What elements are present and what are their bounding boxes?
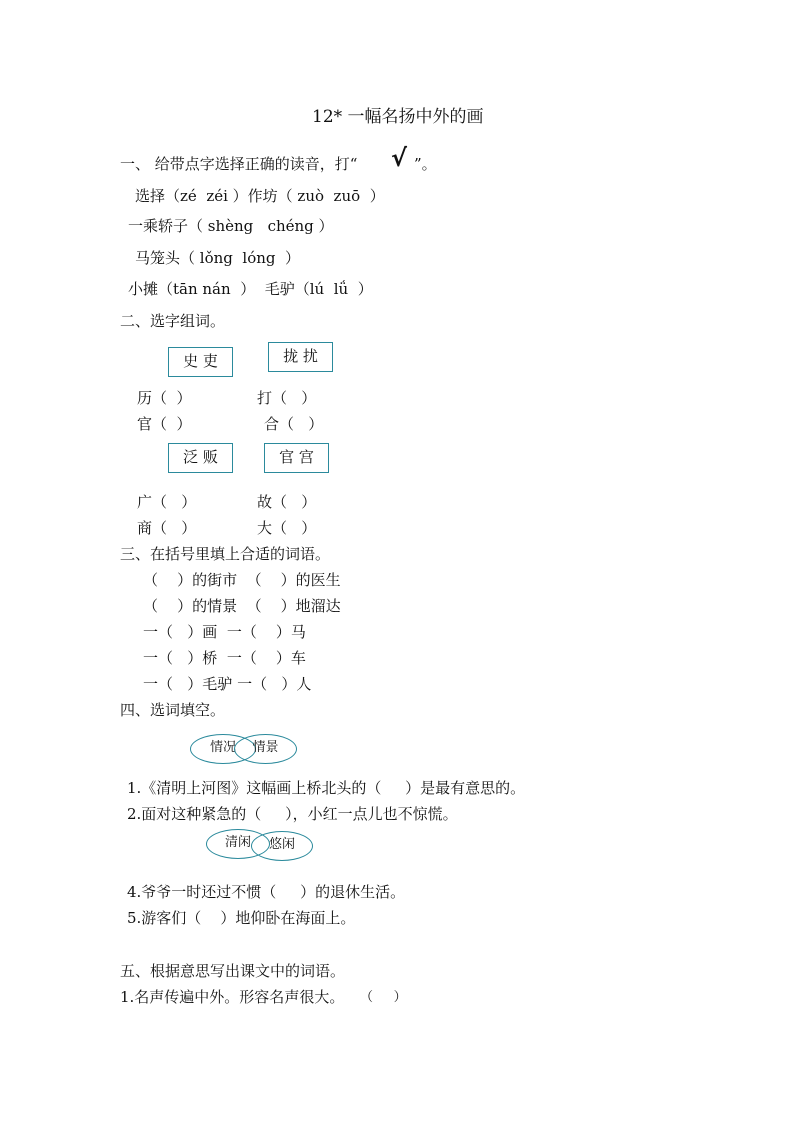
q2-item-7: 商（ ） (137, 519, 197, 537)
q2-item-4: 合（ ） (264, 415, 324, 433)
q3-line-2: （ ）的情景 （ ）地溜达 (143, 597, 341, 615)
q2-item-6: 故（ ） (257, 493, 317, 511)
q2-heading: 二、选字组词。 (120, 312, 226, 330)
q5-sentence-1: 1.名声传遍中外。形容名声很大。 (120, 988, 345, 1006)
check-mark-icon: √ (391, 144, 408, 172)
word-choice-oval-1: 情况 (190, 734, 256, 764)
q3-line-3: 一（ ）画 一（ ）马 (143, 623, 306, 641)
q4-heading: 四、选词填空。 (120, 701, 226, 719)
word-choice-oval-2: 情景 (234, 734, 297, 764)
q3-line-4: 一（ ）桥 一（ ）车 (143, 649, 306, 667)
char-choice-box-3: 泛 贩 (168, 443, 233, 473)
q5-answer-paren: （ ） (360, 990, 407, 1005)
word-choice-oval-3: 清闲 (206, 829, 270, 859)
char-choice-box-1: 史 吏 (168, 347, 233, 377)
q4-sentence-5: 5.游客们（ ）地仰卧在海面上。 (127, 909, 356, 927)
q1-line-4: 小摊（tān nán ） 毛驴（lú lǘ ） (128, 280, 373, 298)
q1-line-3: 马笼头（ lǒng lóng ） (135, 249, 301, 267)
q1-line-2: 一乘轿子（ shèng chéng ） (128, 217, 334, 235)
page-title: 12* 一幅名扬中外的画 (312, 107, 484, 127)
q2-item-5: 广（ ） (137, 493, 197, 511)
q4-sentence-2: 2.面对这种紧急的（ ），小红一点儿也不惊慌。 (127, 805, 458, 823)
q3-heading: 三、在括号里填上合适的词语。 (120, 545, 331, 563)
q1-heading-post: ”。 (414, 155, 437, 173)
q2-item-2: 打（ ） (257, 389, 317, 407)
q3-line-1: （ ）的街市 （ ）的医生 (143, 571, 341, 589)
q1-heading-pre: 一、 给带点字选择正确的读音，打“ (120, 155, 358, 173)
word-choice-oval-4: 悠闲 (251, 831, 313, 861)
char-choice-box-2: 拢 扰 (268, 342, 333, 372)
q2-item-1: 历（ ） (137, 389, 192, 407)
q1-line-1: 选择（zé zéi ）作坊（ zuò zuō ） (135, 187, 385, 205)
q2-item-3: 官（ ） (137, 415, 192, 433)
q4-sentence-1: 1.《清明上河图》这幅画上桥北头的（ ）是最有意思的。 (127, 779, 526, 797)
q3-line-5: 一（ ）毛驴 一（ ）人 (143, 675, 312, 693)
q5-heading: 五、根据意思写出课文中的词语。 (120, 962, 346, 980)
char-choice-box-4: 官 宫 (264, 443, 329, 473)
q2-item-8: 大（ ） (257, 519, 317, 537)
q4-sentence-4: 4.爷爷一时还过不惯（ ）的退休生活。 (127, 883, 406, 901)
